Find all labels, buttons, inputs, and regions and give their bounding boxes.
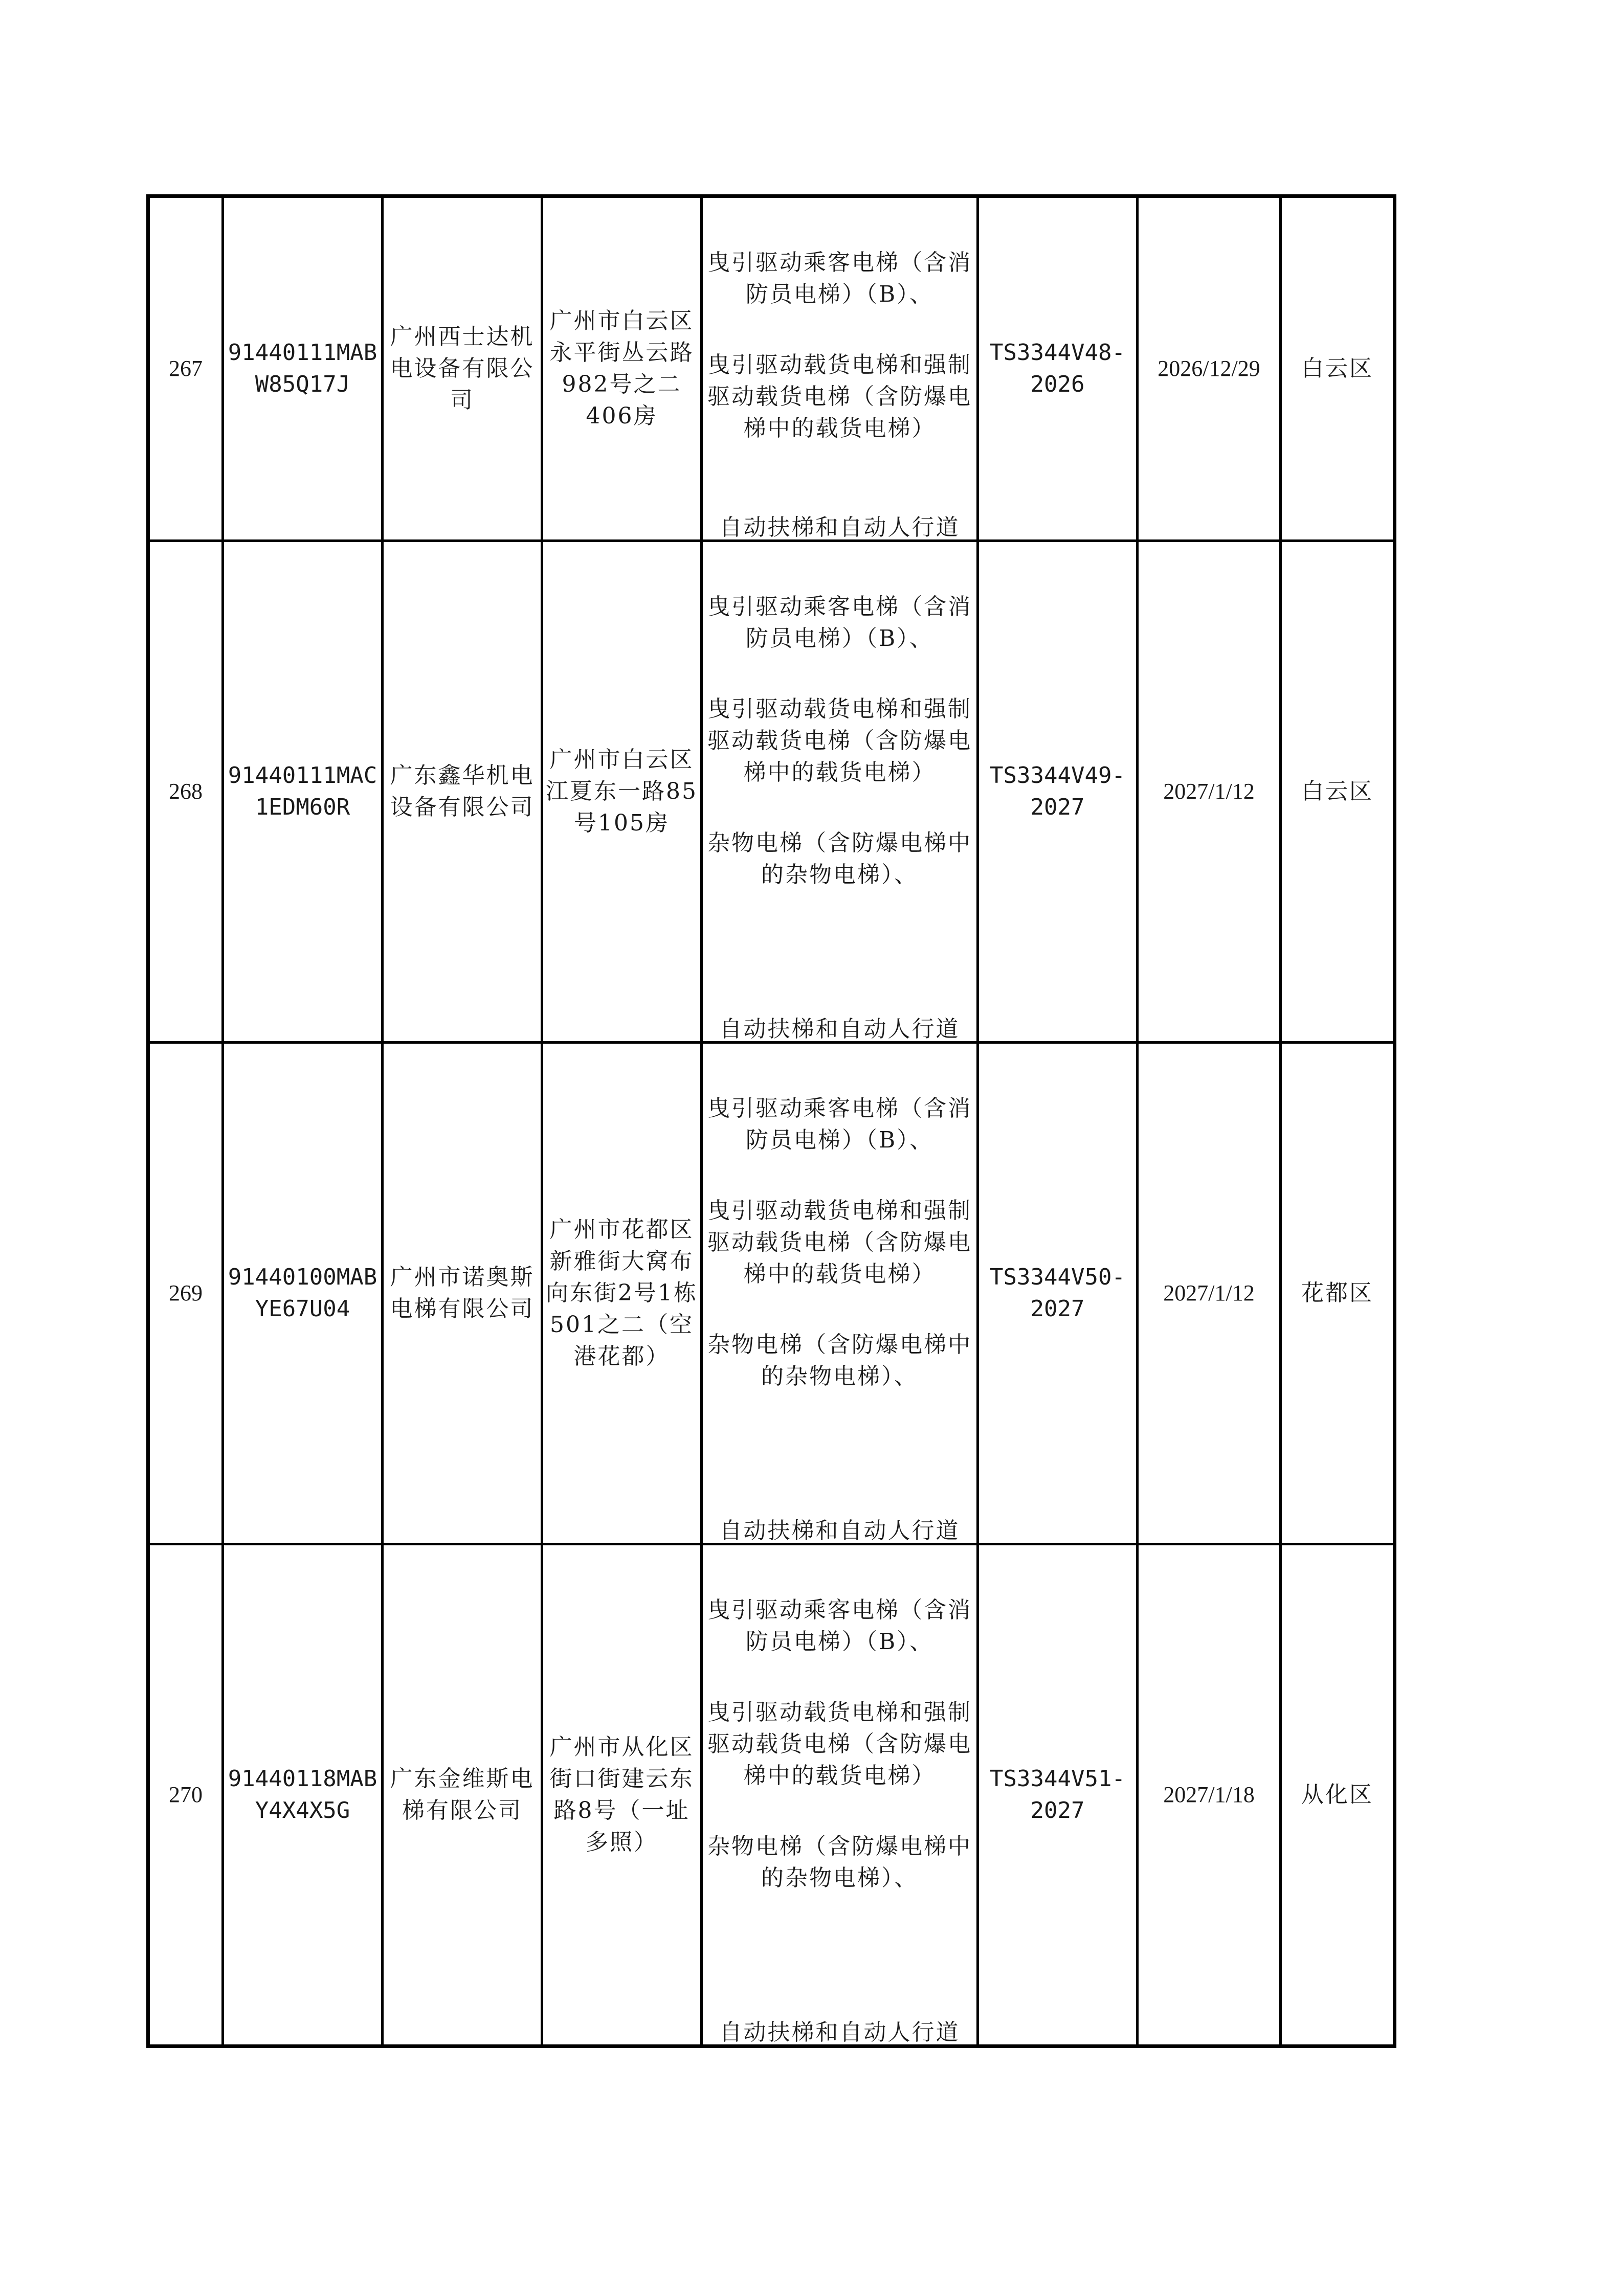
certificate-line: TS3344V51- [990, 1766, 1125, 1792]
company-name-cell: 广东鑫华机电设备有限公司 [383, 541, 542, 1043]
address-cell: 广州市花都区新雅街大窝布向东街2号1栋501之二（空港花都） [542, 1043, 702, 1544]
address-cell: 广州市从化区街口街建云东路8号（一址多照） [542, 1544, 702, 2046]
scope-cell [702, 1043, 978, 1544]
scope-list [703, 591, 976, 1041]
credit-code-cell [223, 1043, 383, 1544]
scope-item: 曳引驱动载货电梯和强制驱动载货电梯（含防爆电梯中的载货电梯） [707, 1198, 972, 1287]
scope-item: 自动扶梯和自动人行道 [719, 514, 960, 541]
row-number-cell: 270 [148, 1544, 223, 2046]
certificate-number-cell [978, 1544, 1138, 2046]
expiry-date-cell: 2027/1/12 [1138, 1043, 1281, 1544]
scope-list [703, 1093, 976, 1543]
scope-cell [702, 196, 978, 541]
credit-code-cell [223, 1544, 383, 2046]
credit-code-line: Y4X4X5G [255, 1797, 350, 1824]
scope-item: 曳引驱动乘客电梯（含消防员电梯）（B）、 [707, 1095, 972, 1153]
table-row [148, 1043, 1395, 1544]
expiry-date-cell: 2026/12/29 [1138, 196, 1281, 541]
certificate-line: 2027 [1030, 1296, 1085, 1322]
credit-code-line: 91440118MAB [228, 1766, 377, 1792]
scope-item: 杂物电梯（含防爆电梯中的杂物电梯）、 [707, 1833, 972, 1891]
scope-item: 杂物电梯（含防爆电梯中的杂物电梯）、 [707, 1332, 972, 1389]
certificate-number-cell [978, 196, 1138, 541]
address-cell: 广州市白云区永平街丛云路982号之二406房 [542, 196, 702, 541]
table-row [148, 196, 1395, 541]
scope-item: 曳引驱动载货电梯和强制驱动载货电梯（含防爆电梯中的载货电梯） [707, 352, 972, 441]
scope-list [703, 1594, 976, 2044]
credit-code-line: 91440100MAB [228, 1264, 377, 1290]
credit-code-line: 91440111MAC [228, 762, 377, 789]
district-cell: 白云区 [1281, 541, 1395, 1043]
scope-cell [702, 541, 978, 1043]
certificate-number-cell [978, 1043, 1138, 1544]
certificate-line: TS3344V49- [990, 762, 1125, 789]
scope-item: 自动扶梯和自动人行道 [719, 1016, 960, 1042]
scope-item: 曳引驱动乘客电梯（含消防员电梯）（B）、 [707, 1597, 972, 1655]
row-number-cell: 269 [148, 1043, 223, 1544]
certificate-number-cell [978, 541, 1138, 1043]
certificate-line: TS3344V50- [990, 1264, 1125, 1290]
company-name-cell: 广州西士达机电设备有限公司 [383, 196, 542, 541]
scope-item: 自动扶梯和自动人行道 [719, 1518, 960, 1544]
certificate-line: 2026 [1030, 371, 1085, 397]
credit-code-line: YE67U04 [255, 1296, 350, 1322]
scope-item: 曳引驱动乘客电梯（含消防员电梯）（B）、 [707, 250, 972, 307]
district-cell: 花都区 [1281, 1043, 1395, 1544]
license-table [146, 194, 1396, 2048]
company-name-cell: 广州市诺奥斯电梯有限公司 [383, 1043, 542, 1544]
credit-code-line: 91440111MAB [228, 340, 377, 366]
expiry-date-cell: 2027/1/18 [1138, 1544, 1281, 2046]
scope-cell [702, 1544, 978, 2046]
credit-code-line: W85Q17J [255, 371, 350, 397]
scope-item: 自动扶梯和自动人行道 [719, 2019, 960, 2045]
scope-item: 杂物电梯（含防爆电梯中的杂物电梯）、 [707, 830, 972, 888]
scope-item: 曳引驱动乘客电梯（含消防员电梯）（B）、 [707, 594, 972, 651]
credit-code-line: 1EDM60R [255, 794, 350, 820]
credit-code-cell [223, 196, 383, 541]
scope-item: 曳引驱动载货电梯和强制驱动载货电梯（含防爆电梯中的载货电梯） [707, 1699, 972, 1789]
row-number-cell: 268 [148, 541, 223, 1043]
credit-code-cell [223, 541, 383, 1043]
table-row [148, 541, 1395, 1043]
address-cell: 广州市白云区江夏东一路85号105房 [542, 541, 702, 1043]
table-row [148, 1544, 1395, 2046]
scope-item: 曳引驱动载货电梯和强制驱动载货电梯（含防爆电梯中的载货电梯） [707, 696, 972, 785]
certificate-line: TS3344V48- [990, 340, 1125, 366]
expiry-date-cell: 2027/1/12 [1138, 541, 1281, 1043]
certificate-line: 2027 [1030, 794, 1085, 820]
certificate-line: 2027 [1030, 1797, 1085, 1824]
district-cell: 白云区 [1281, 196, 1395, 541]
district-cell: 从化区 [1281, 1544, 1395, 2046]
scope-list [703, 247, 976, 539]
row-number-cell: 267 [148, 196, 223, 541]
company-name-cell: 广东金维斯电梯有限公司 [383, 1544, 542, 2046]
